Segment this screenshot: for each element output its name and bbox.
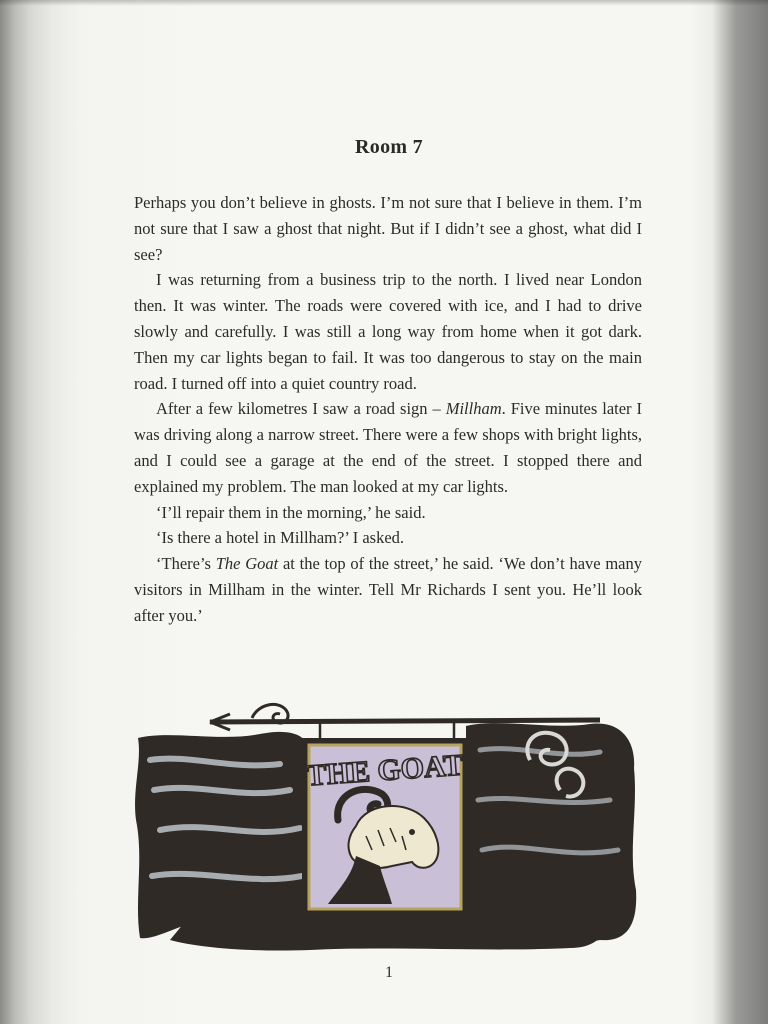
story-paragraph [134,500,642,526]
story-paragraph [134,190,642,267]
chapter-title: Room 7 [355,136,423,158]
italic-text: Millham [445,399,502,419]
paragraph-text: ‘Is there a hotel in Millham?’ I asked. [156,528,405,548]
paragraph-text: ‘I’ll repair them in the morning,’ he said. [156,502,426,522]
story-paragraph [134,525,642,551]
goat-eye [409,829,415,835]
story-paragraph [134,551,642,628]
paragraph-text: . Five minutes later I was driving along a narrow street. There were a few shops with bright lights, and I could see a garage at the end of the street. I stopped there and explained my problem. The man looked at my car lights. [134,399,643,496]
ink-wash-bottom [170,912,604,951]
italic-text: The Goat [215,554,279,574]
sign-lettering: THE GOAT [305,748,465,793]
page-number: 1 [385,964,393,981]
paragraph-text: ‘There’s [156,554,216,574]
story-paragraph [134,267,642,396]
iron-bracket-bar [210,720,600,722]
goat-inn-sign-illustration [130,690,644,952]
paragraph-text: I was returning from a business trip to the north. I lived near London then. It was winter. The roads were covered with ice, and I had to drive slowly and carefully. I was still a long way from home when it got dark. Then my car lights began to fail. It was too dangerous to stay on the main road. I turned off into a quiet country road. [134,270,642,393]
story-paragraph [134,396,642,499]
page-top-shadow [0,0,768,6]
ink-wash-background-right [466,723,636,944]
paragraph-text: at the top of the street,’ he said. ‘We don’t have many visitors in Millham in the winter. Tell Mr Richards I sent you. He’ll look after you.’ [134,554,642,625]
story-text [134,190,642,629]
paragraph-text: After a few kilometres I saw a road sign – [156,399,446,419]
paragraph-text: Perhaps you don’t believe in ghosts. I’m not sure that I believe in them. I’m not sure that I saw a ghost that night. But if I didn’t see a ghost, what did I see? [134,193,642,264]
